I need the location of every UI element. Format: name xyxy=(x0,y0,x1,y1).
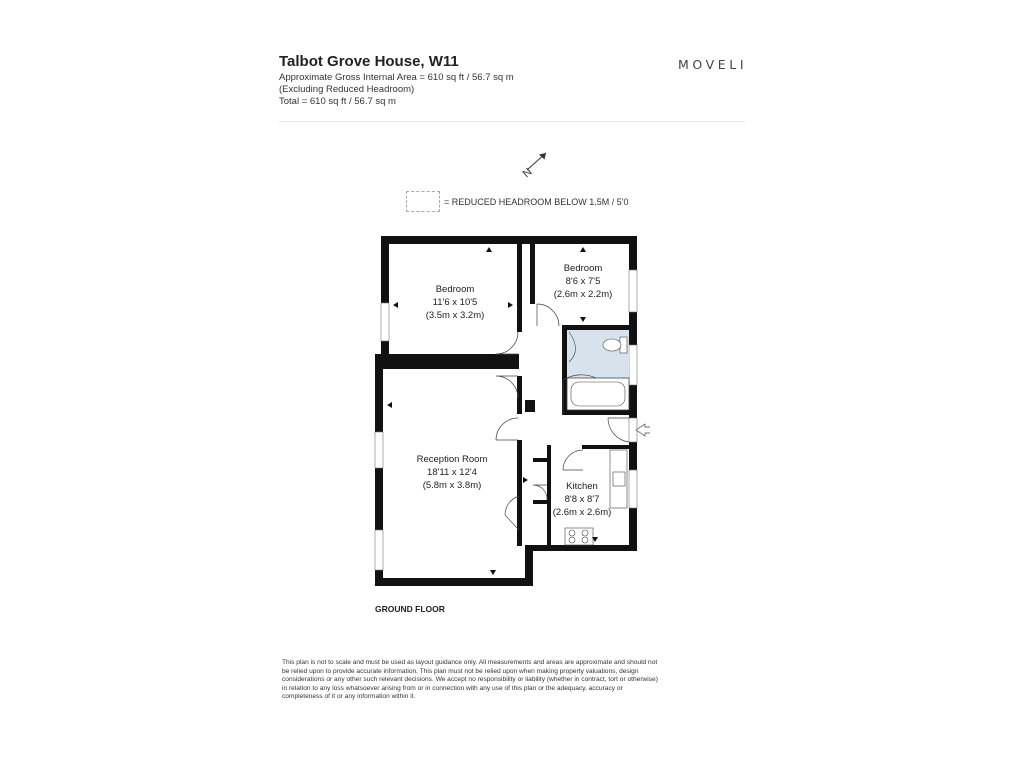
wall-bathroom-bottom xyxy=(562,410,629,415)
brand-logo: MOVELI xyxy=(678,57,748,72)
window-kitchen xyxy=(629,470,637,508)
wall-cupboard-top xyxy=(533,458,547,462)
wall-bottom-step xyxy=(525,545,533,586)
excluding-headroom-line: (Excluding Reduced Headroom) xyxy=(279,84,415,95)
marker-reception-right xyxy=(523,477,528,483)
wall-bottom-reception xyxy=(375,578,533,586)
marker-bedroom2-bottom xyxy=(580,317,586,322)
windows xyxy=(375,270,637,570)
window-reception-upper xyxy=(375,432,383,468)
window-reception-lower xyxy=(375,530,383,570)
bathroom xyxy=(567,330,629,410)
legend xyxy=(406,191,629,212)
door-bedroom1 xyxy=(496,332,518,354)
wall-kitchen-top xyxy=(582,445,629,449)
door-entrance xyxy=(608,418,629,442)
property-title: Talbot Grove House, W11 xyxy=(279,53,459,70)
marker-bedroom1-top xyxy=(486,247,492,252)
kitchen-dims-imperial: 8'8 x 8'7 xyxy=(564,494,600,505)
door-kitchen xyxy=(563,450,583,470)
bathtub-basin xyxy=(571,382,625,406)
wall-kitchen-left xyxy=(547,445,551,545)
floor-label: GROUND FLOOR xyxy=(375,604,445,614)
reception-name: Reception Room xyxy=(416,454,488,465)
window-bedroom2 xyxy=(629,270,637,312)
wall-bedroom2-bottom xyxy=(566,325,629,330)
bedroom1-dims-metric: (3.5m x 3.2m) xyxy=(425,310,485,321)
reception-dims-metric: (5.8m x 3.8m) xyxy=(422,480,482,491)
hob-burner-4 xyxy=(582,537,588,543)
kitchen-dims-metric: (2.6m x 2.6m) xyxy=(552,507,612,518)
hob-burner-1 xyxy=(569,530,575,536)
bedroom1-name: Bedroom xyxy=(435,284,475,295)
marker-bedroom1-right xyxy=(508,302,513,308)
hob-burner-2 xyxy=(582,530,588,536)
toilet-icon xyxy=(603,339,621,351)
floor-plan xyxy=(360,225,650,590)
wall-cupboard-bottom xyxy=(533,500,547,504)
bedroom1-dims-imperial: 11'6 x 10'5 xyxy=(432,297,478,308)
marker-bedroom2-top xyxy=(580,247,586,252)
legend-text: = REDUCED HEADROOM BELOW 1.5M / 5'0 xyxy=(444,196,629,207)
hob-icon xyxy=(565,528,593,545)
marker-reception-left xyxy=(387,402,392,408)
reception-dims-imperial: 18'11 x 12'4 xyxy=(427,467,477,478)
hob-burner-3 xyxy=(569,537,575,543)
total-area-line: Total = 610 sq ft / 56.7 sq m xyxy=(279,96,396,107)
gross-area-line: Approximate Gross Internal Area = 610 sq ft / 56.7 sq m xyxy=(279,72,514,83)
bedroom2-name: Bedroom xyxy=(563,263,603,274)
header-divider xyxy=(279,121,745,122)
door-cupboard2 xyxy=(533,485,547,500)
kitchen-sink-icon xyxy=(613,472,625,486)
window-bathroom xyxy=(629,345,637,385)
door-bedroom2 xyxy=(537,304,559,326)
marker-bedroom1-left xyxy=(393,302,398,308)
door-reception xyxy=(496,418,518,440)
wall-bedroom2-left xyxy=(530,244,535,304)
kitchen-name: Kitchen xyxy=(566,481,598,492)
entrance-arrow-icon xyxy=(636,424,650,436)
north-arrow-icon xyxy=(515,150,549,180)
wall-bottom-kitchen xyxy=(525,545,636,551)
wall-bedroom1-reception xyxy=(389,354,519,369)
door-cupboard1 xyxy=(505,496,519,530)
marker-reception-bottom xyxy=(490,570,496,575)
disclaimer-text: This plan is not to scale and must be used as layout guidance only. All measurements and areas are approximate and should not be relied upon to provide accurate information. This plan must not be relied upon when making property valuations, design considerations or any other such relevant decisions. We accept no responsibility or liability (whether in contract, tort or otherwise) in relation to any loss whatsoever arising from or in connection with any use of this plan or the adequacy, accuracy or completeness of it or any information within it. xyxy=(282,659,658,700)
wall-bedroom1-right xyxy=(517,244,522,332)
wall-top xyxy=(381,236,637,244)
north-label: N xyxy=(520,165,535,180)
door-hall xyxy=(496,376,518,398)
bedroom2-dims-imperial: 8'6 x 7'5 xyxy=(565,276,601,287)
hall-pillar xyxy=(525,400,535,412)
reduced-headroom-swatch xyxy=(406,191,440,212)
window-bedroom1 xyxy=(381,303,389,341)
bedroom2-dims-metric: (2.6m x 2.2m) xyxy=(553,289,613,300)
wall-reception-right xyxy=(517,440,522,546)
